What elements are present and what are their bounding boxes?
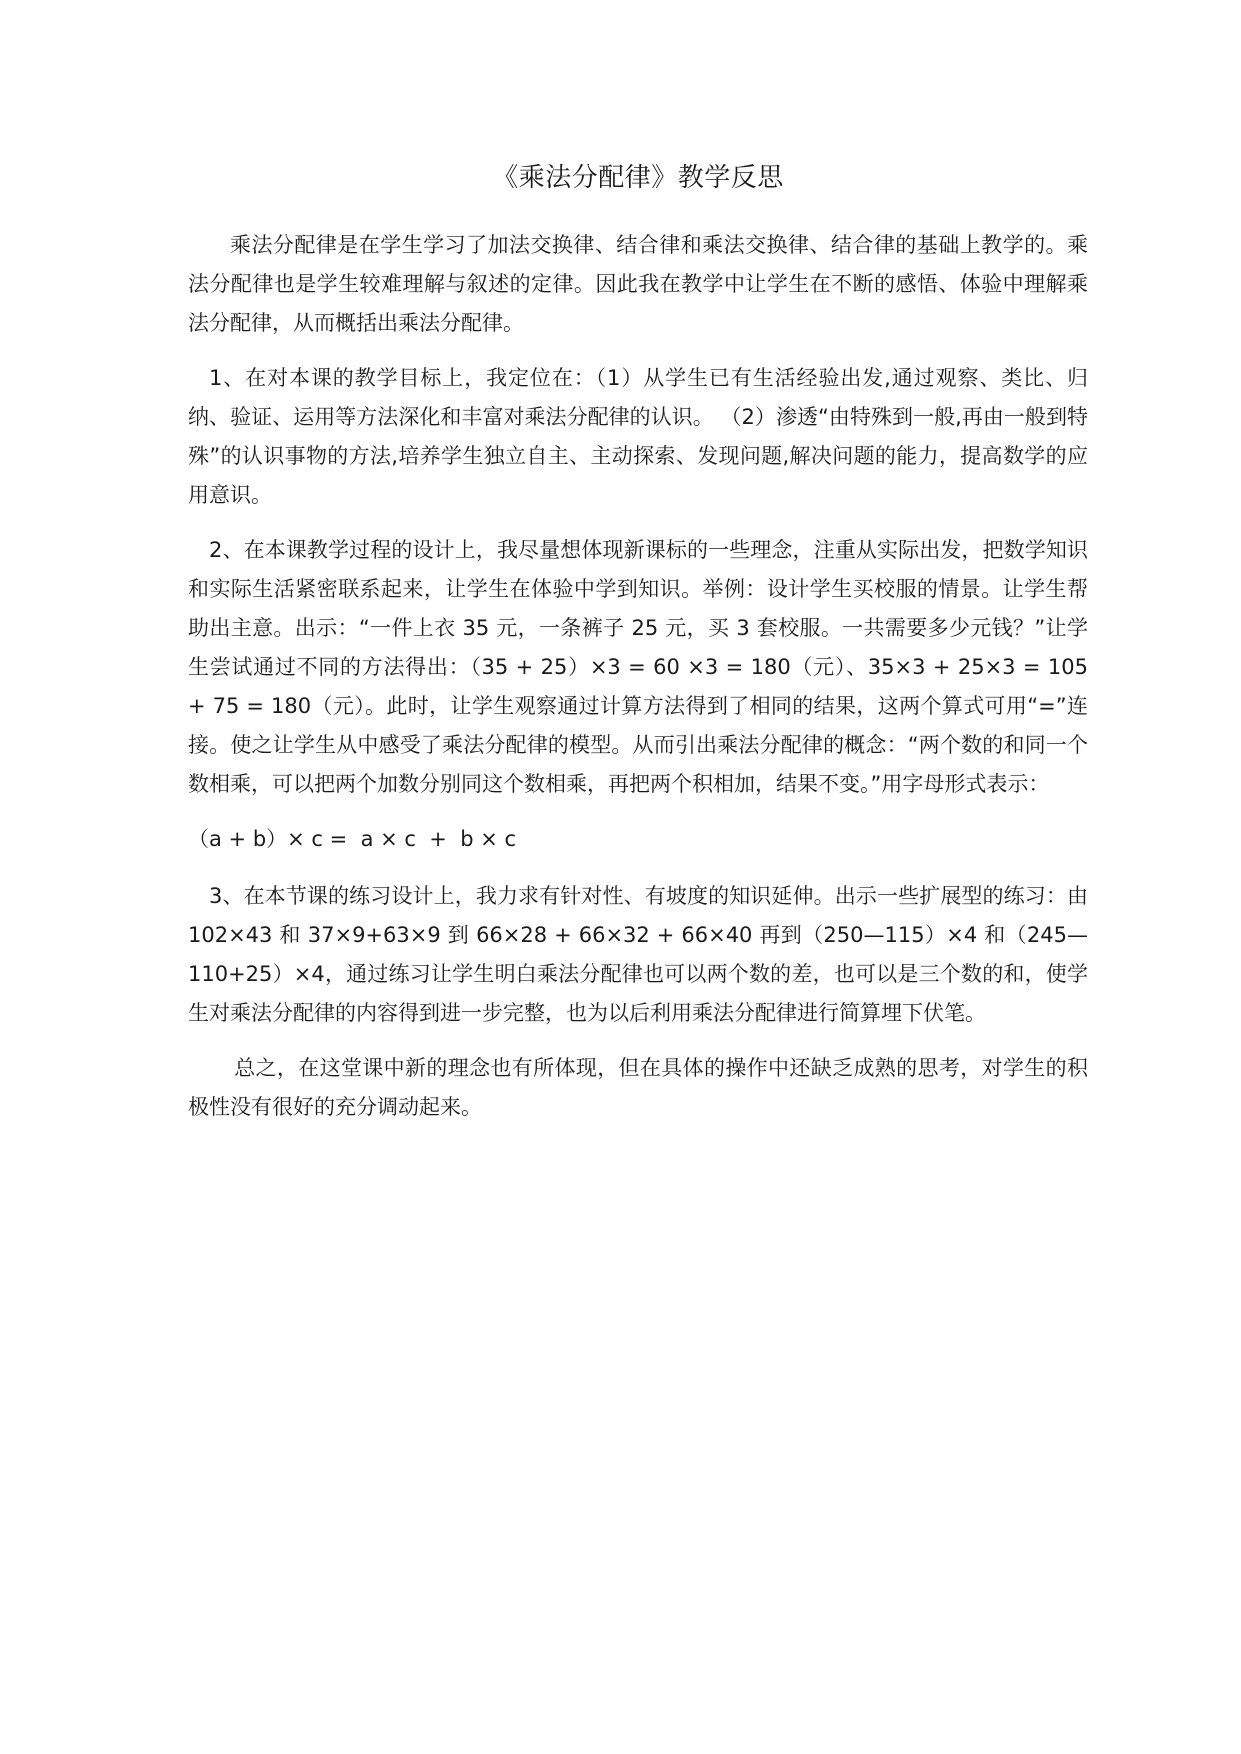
point-1-paragraph: 1、在对本课的教学目标上，我定位在：（1）从学生已有生活经验出发,通过观察、类比、归纳、验证、运用等方法深化和丰富对乘法分配律的认识。 （2）渗透“由特殊到一般,再由一般到特殊”的认识事物的方法,培养学生独立自主、主动探索、发现问题,解决问题的能力，提高数学的应用意识。 (188, 366, 1088, 507)
conclusion-paragraph: 总之，在这堂课中新的理念也有所体现，但在具体的操作中还缺乏成熟的思考，对学生的积极性没有很好的充分调动起来。 (188, 1056, 1088, 1119)
intro-paragraph: 乘法分配律是在学生学习了加法交换律、结合律和乘法交换律、结合律的基础上教学的。乘法分配律也是学生较难理解与叙述的定律。因此我在教学中让学生在不断的感悟、体验中理解乘法分配律，从而概括出乘法分配律。 (188, 233, 1088, 335)
point-2-paragraph: 2、在本课教学过程的设计上，我尽量想体现新课标的一些理念，注重从实际出发，把数学知识和实际生活紧密联系起来，让学生在体验中学到知识。举例：设计学生买校服的情景。让学生帮助出主意。出示：“一件上衣 35 元，一条裤子 25 元，买 3 套校服。一共需要多少元钱？”让学生尝试通过不同的方法得出：（35 + 25）×3 = 60 ×3 = 180（元）、35×3 + 25×3 = 105 + 75 = 180（元）。此时，让学生观察通过计算方法得到了相同的结果，这两个算式可用“=”连接。使之让学生从中感受了乘法分配律的模型。从而引出乘法分配律的概念：“两个数的和同一个数相乘，可以把两个加数分别同这个数相乘，再把两个积相加，结果不变。”用字母形式表示： (188, 538, 1088, 796)
point-3-paragraph: 3、在本节课的练习设计上，我力求有针对性、有坡度的知识延伸。出示一些扩展型的练习：由 102×43 和 37×9+63×9 到 66×28 + 66×32 + 66×40 再到（250—115）×4 和（245—110+25）×4，通过练习让学生明白乘法分配律也可以两个数的差，也可以是三个数的和，使学生对乘法分配律的内容得到进一步完整，也为以后利用乘法分配律进行简算埋下伏笔。 (188, 884, 1088, 1025)
distributive-law-formula: （a + b）× c = a × c + b × c (188, 827, 517, 851)
document-title: 《乘法分配律》教学反思 (492, 163, 784, 193)
document-body (188, 160, 1088, 1143)
